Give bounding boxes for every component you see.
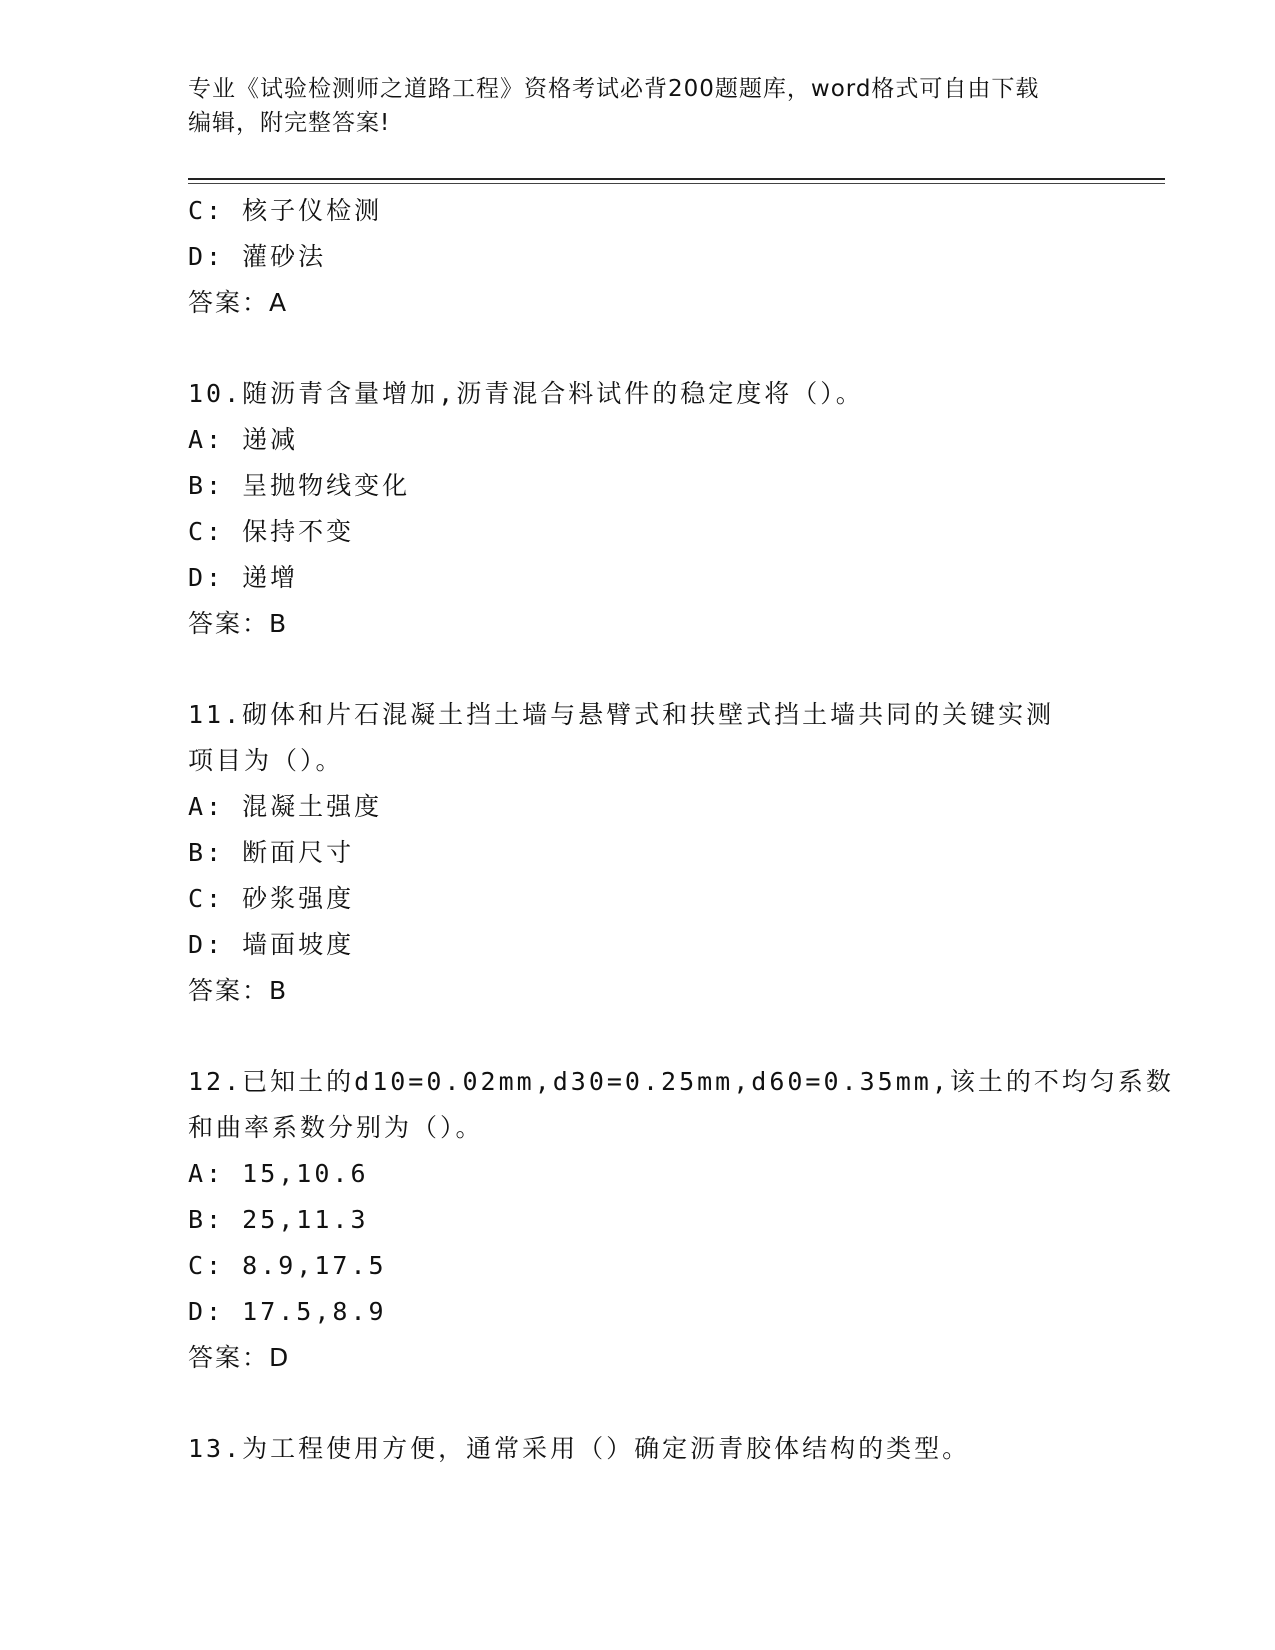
question-11 bbox=[188, 692, 1108, 1014]
question-gap bbox=[188, 1381, 1108, 1426]
question-stem-line1: 12.已知土的d10=0.02mm,d30=0.25mm,d60=0.35mm,该土的不均匀系数 bbox=[188, 1067, 1174, 1096]
question-stem: 13.为工程使用方便，通常采用（）确定沥青胶体结构的类型。 bbox=[188, 1434, 971, 1463]
question-stem-line2: 和曲率系数分别为（）。 bbox=[188, 1113, 484, 1142]
answer-label: 答案：B bbox=[188, 609, 289, 638]
option-d: D: 灌砂法 bbox=[188, 242, 327, 271]
option-d: D: 墙面坡度 bbox=[188, 930, 355, 959]
answer-label: 答案：B bbox=[188, 976, 289, 1005]
question-gap bbox=[188, 326, 1108, 371]
option-b: B: 25,11.3 bbox=[188, 1205, 369, 1234]
option-b: B: 呈抛物线变化 bbox=[188, 471, 411, 500]
option-c: C: 砂浆强度 bbox=[188, 884, 355, 913]
header-divider-thin bbox=[188, 183, 1165, 184]
option-a: A: 递减 bbox=[188, 425, 299, 454]
question-stem-line2: 项目为（）。 bbox=[188, 746, 344, 775]
answer-label: 答案：D bbox=[188, 1343, 291, 1372]
document-header bbox=[188, 72, 1088, 140]
option-d: D: 17.5,8.9 bbox=[188, 1297, 387, 1326]
option-b: B: 断面尺寸 bbox=[188, 838, 355, 867]
question-gap bbox=[188, 1014, 1108, 1059]
question-stem-line1: 11.砌体和片石混凝土挡土墙与悬臂式和扶壁式挡土墙共同的关键实测 bbox=[188, 700, 1055, 729]
answer-label: 答案：A bbox=[188, 288, 289, 317]
option-a: A: 15,10.6 bbox=[188, 1159, 369, 1188]
question-stem: 10.随沥青含量增加,沥青混合料试件的稳定度将（）。 bbox=[188, 379, 864, 408]
option-c: C: 8.9,17.5 bbox=[188, 1251, 387, 1280]
question-9-tail bbox=[188, 188, 1108, 326]
header-divider-thick bbox=[188, 178, 1165, 180]
header-title-line1: 专业《试验检测师之道路工程》资格考试必背200题题库，word格式可自由下载 bbox=[188, 76, 1040, 102]
header-title-line2: 编辑，附完整答案! bbox=[188, 110, 391, 136]
question-list bbox=[188, 188, 1174, 1472]
option-c: C: 核子仪检测 bbox=[188, 196, 383, 225]
option-a: A: 混凝土强度 bbox=[188, 792, 383, 821]
question-13 bbox=[188, 1426, 1108, 1472]
question-gap bbox=[188, 647, 1108, 692]
question-12 bbox=[188, 1059, 1174, 1381]
option-d: D: 递增 bbox=[188, 563, 299, 592]
option-c: C: 保持不变 bbox=[188, 517, 355, 546]
question-10 bbox=[188, 371, 1108, 647]
